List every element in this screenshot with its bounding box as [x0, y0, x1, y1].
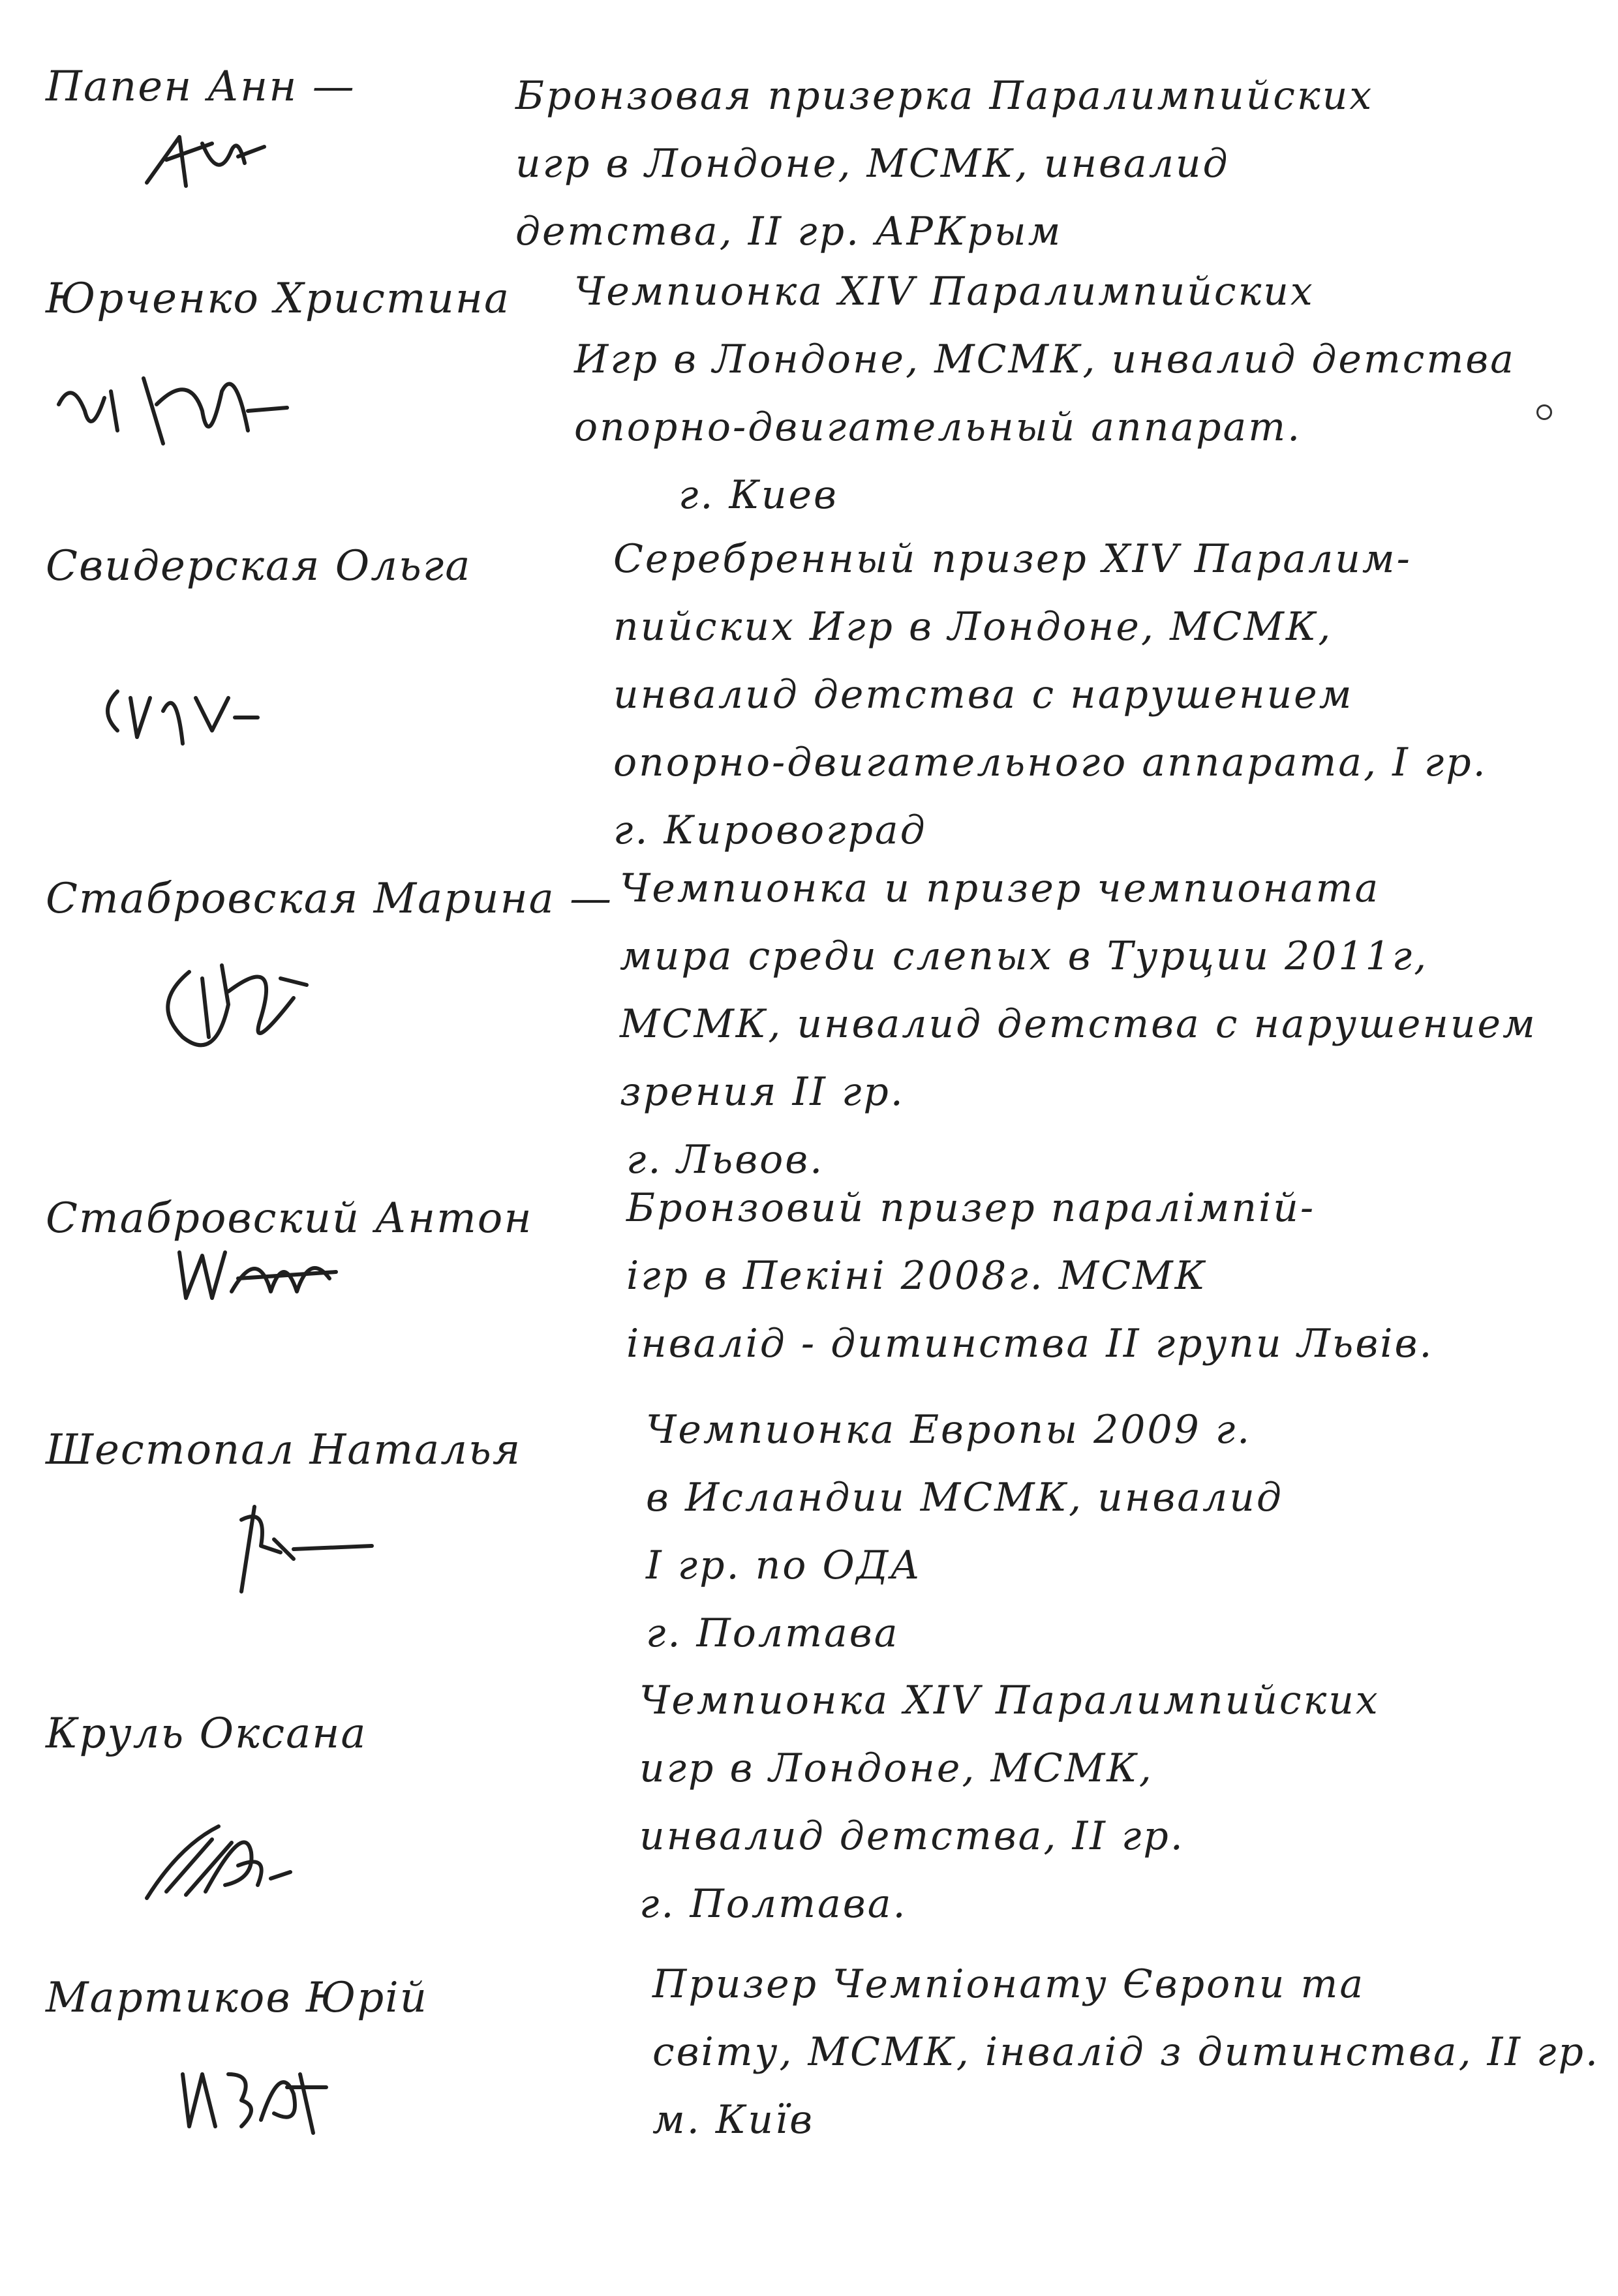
- pen-dot-mark: [1536, 404, 1552, 420]
- achievement-description: Призер Чемпіонату Європи та світу, МСМК, інвалід з дитинства, II гр. м. Київ: [652, 1961, 1600, 2143]
- athlete-name: Юрченко Христина: [46, 275, 511, 323]
- achievement-description: Чемпионка XIV Паралимпийских Игр в Лондоне, МСМК, инвалид детства опорно-двигательный аппарат. г. Киев: [574, 269, 1516, 518]
- athlete-name: Стабровская Марина —: [46, 875, 613, 923]
- athlete-name: Круль Оксана: [46, 1710, 367, 1758]
- athlete-name: Шестопал Наталья: [46, 1426, 522, 1474]
- achievement-description: Бронзовая призерка Паралимпийских игр в Лондоне, МСМК, инвалид детства, II гр. АРКрым: [515, 73, 1374, 254]
- athlete-name: Стабровский Антон: [46, 1194, 533, 1243]
- signature: [150, 939, 320, 1070]
- signature: [52, 352, 300, 470]
- signature: [215, 1494, 385, 1598]
- achievement-description: Бронзовий призер паралімпій- ігр в Пекіні 2008г. МСМК інвалід - дитинства II групи Львів.: [626, 1185, 1434, 1367]
- achievement-description: Чемпионка XIV Паралимпийских игр в Лондоне, МСМК, инвалид детства, II гр. г. Полтава.: [639, 1678, 1380, 1927]
- achievement-description: Серебренный призер XIV Паралим- пийских Игр в Лондоне, МСМК, инвалид детства с нарушением опорно-двигательного аппарата, I гр. г. Кировоград: [613, 536, 1488, 853]
- achievement-description: Чемпионка Европы 2009 г. в Исландии МСМК, инвалид I гр. по ОДА г. Полтава: [646, 1407, 1283, 1656]
- achievement-description: Чемпионка и призер чемпионата мира среди слепых в Турции 2011г, МСМК, инвалид детства с нарушением зрения II гр. г. Львов.: [620, 866, 1537, 1183]
- signature: [173, 1239, 343, 1311]
- athlete-name: Папен Анн —: [46, 63, 356, 111]
- athlete-name: Мартиков Юрій: [46, 1974, 428, 2022]
- athlete-name: Свидерская Ольга: [46, 542, 472, 590]
- signature: [98, 672, 267, 750]
- signature: [170, 2048, 339, 2139]
- signature: [140, 1807, 310, 1911]
- signature: [140, 124, 271, 196]
